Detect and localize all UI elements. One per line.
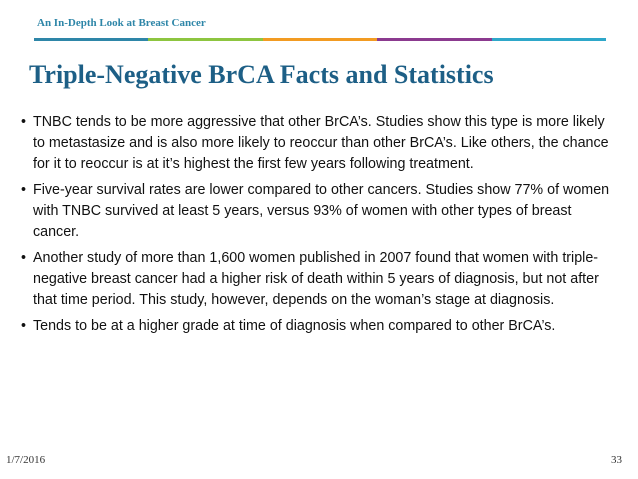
divider-segment <box>492 38 606 41</box>
bullet-marker: • <box>21 250 27 266</box>
divider-segment <box>34 38 148 41</box>
bullet-text: Another study of more than 1,600 women published in 2007 found that women with triple-negative breast cancer had a higher risk of death within 5 years of diagnosis, but not after that time period. This study, however, depends on the woman’s stage at diagnosis. <box>33 250 599 308</box>
bullet-list <box>21 112 613 342</box>
bullet-item <box>21 112 613 175</box>
bullet-item <box>21 180 613 243</box>
slide-title: Triple-Negative BrCA Facts and Statistics <box>29 60 494 89</box>
bullet-text: Tends to be at a higher grade at time of diagnosis when compared to other BrCA’s. <box>33 318 556 334</box>
page-number: 33 <box>611 454 622 466</box>
divider-segment <box>377 38 491 41</box>
bullet-text: TNBC tends to be more aggressive that other BrCA’s. Studies show this type is more likely to metastasize and is also more likely to reoccur than other BrCA’s. Like others, the chance for it to reoccur is at it’s highest the first few years following treatment. <box>33 114 609 172</box>
bullet-text: Five-year survival rates are lower compared to other cancers. Studies show 77% of women with TNBC survived at least 5 years, versus 93% of women with other types of breast cancer. <box>33 182 610 240</box>
divider-segment <box>263 38 377 41</box>
divider-segment <box>148 38 262 41</box>
footer-date: 1/7/2016 <box>6 454 46 466</box>
bullet-item <box>21 316 613 337</box>
bullet-marker: • <box>21 114 27 130</box>
bullet-item <box>21 248 613 311</box>
bullet-marker: • <box>21 318 27 334</box>
header-divider <box>34 38 606 41</box>
bullet-marker: • <box>21 182 27 198</box>
deck-title: An In-Depth Look at Breast Cancer <box>37 17 206 29</box>
